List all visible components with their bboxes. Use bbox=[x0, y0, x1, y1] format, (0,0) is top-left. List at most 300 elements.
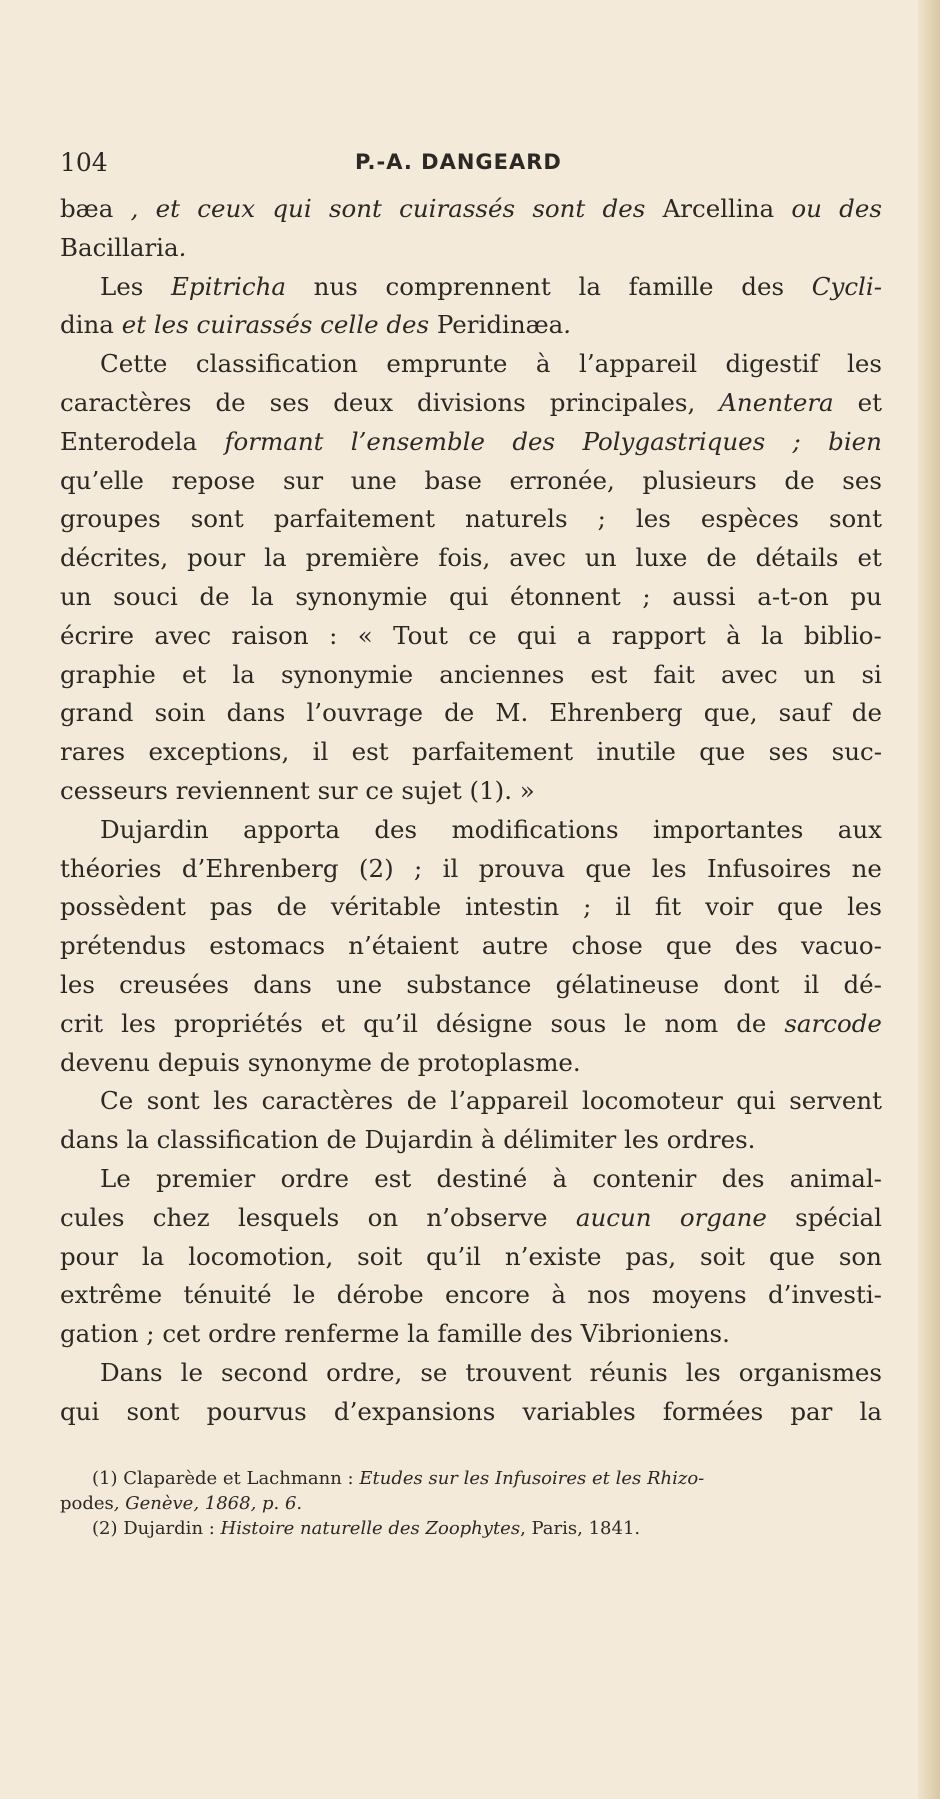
italic-term: l’ensemble bbox=[350, 426, 486, 456]
word: formées bbox=[662, 1396, 764, 1426]
word: l’appareil bbox=[450, 1086, 569, 1116]
word: d’expansions bbox=[333, 1396, 496, 1426]
word: et bbox=[320, 1008, 346, 1038]
word: sont bbox=[146, 1086, 200, 1116]
word: cules bbox=[60, 1202, 125, 1232]
footnote-text: , Paris, 1841. bbox=[520, 1518, 641, 1539]
word: raison bbox=[231, 620, 309, 650]
word: soit bbox=[357, 1241, 403, 1271]
word: intestin bbox=[465, 892, 560, 922]
word: parfaitement bbox=[273, 504, 435, 534]
word: réunis bbox=[589, 1357, 668, 1387]
text-line bbox=[60, 1082, 882, 1121]
word: fait bbox=[653, 659, 695, 689]
word: la bbox=[859, 1396, 882, 1426]
text-segment: gation ; cet ordre renferme la famille des Vibrioniens. bbox=[60, 1319, 730, 1349]
word: propriétés bbox=[173, 1008, 303, 1038]
italic-term: ceux bbox=[197, 194, 256, 223]
word: possèdent bbox=[60, 892, 186, 922]
text-line bbox=[60, 1199, 882, 1238]
word: avec bbox=[721, 659, 778, 689]
word: n’observe bbox=[426, 1202, 548, 1232]
word: n’existe bbox=[504, 1241, 602, 1271]
line-text bbox=[60, 1044, 581, 1083]
word: luxe bbox=[635, 543, 688, 573]
line-text bbox=[60, 229, 186, 268]
word: Infusoires bbox=[707, 853, 832, 883]
word: et bbox=[181, 659, 207, 689]
word: la bbox=[232, 659, 255, 689]
word: désigne bbox=[435, 1008, 533, 1038]
word: locomotion, bbox=[188, 1241, 334, 1271]
footnote-line bbox=[60, 1491, 882, 1516]
word: qui bbox=[60, 1396, 100, 1426]
italic-term: des bbox=[839, 194, 882, 223]
word: nos bbox=[587, 1280, 631, 1310]
word: ne bbox=[851, 853, 882, 883]
word: Le bbox=[100, 1163, 131, 1193]
word: modifications bbox=[451, 814, 619, 844]
word: « bbox=[357, 620, 373, 650]
word: d’Ehrenberg bbox=[181, 853, 339, 883]
word: si bbox=[861, 659, 882, 689]
word: les bbox=[60, 969, 95, 999]
word: spécial bbox=[795, 1202, 882, 1232]
word: digestif bbox=[725, 349, 819, 379]
word: de bbox=[199, 581, 230, 611]
word: importantes bbox=[652, 814, 804, 844]
word: groupes bbox=[60, 504, 161, 534]
word: dé- bbox=[843, 969, 882, 999]
word: plusieurs bbox=[642, 465, 757, 495]
word: la bbox=[578, 271, 601, 301]
text-line bbox=[60, 500, 882, 539]
word: de bbox=[706, 543, 737, 573]
word: la bbox=[264, 543, 287, 573]
word: son bbox=[838, 1241, 882, 1271]
italic-term: bien bbox=[828, 426, 882, 456]
word: dans bbox=[253, 969, 312, 999]
line-text bbox=[60, 772, 535, 811]
word: il bbox=[615, 892, 631, 922]
word: base bbox=[424, 465, 482, 495]
text-line bbox=[60, 1005, 882, 1044]
word: sont bbox=[828, 504, 882, 534]
word: trouvent bbox=[465, 1357, 572, 1387]
word: vacuo- bbox=[800, 931, 882, 961]
word: que bbox=[777, 892, 824, 922]
word: le bbox=[293, 1280, 316, 1310]
text-line bbox=[60, 694, 882, 733]
italic-term: , bbox=[130, 194, 139, 223]
word: caractères bbox=[261, 1086, 394, 1116]
italic-term: et bbox=[155, 194, 181, 223]
line-text bbox=[60, 306, 571, 345]
word: est bbox=[351, 737, 389, 767]
word: a-t-on bbox=[757, 581, 829, 611]
word: dont bbox=[723, 969, 780, 999]
text-segment: dans la classification de Dujardin à délimiter les ordres. bbox=[60, 1125, 756, 1155]
text-line bbox=[60, 268, 882, 307]
text-line bbox=[60, 1315, 882, 1354]
text-line bbox=[60, 966, 882, 1005]
word: de bbox=[406, 1086, 437, 1116]
text-line bbox=[60, 850, 882, 889]
word: un bbox=[60, 581, 92, 611]
word: les bbox=[847, 349, 882, 379]
text-line bbox=[60, 190, 882, 229]
word: gélatineuse bbox=[555, 969, 700, 999]
word: l’ouvrage bbox=[306, 698, 423, 728]
word: divisions bbox=[417, 387, 526, 417]
text-segment: cesseurs reviennent sur ce sujet (1). » bbox=[60, 775, 535, 805]
word: la bbox=[251, 581, 274, 611]
running-head: P.-A. DANGEARD bbox=[355, 150, 562, 174]
text-line bbox=[60, 617, 882, 656]
text-segment: devenu depuis synonyme de protoplasme. bbox=[60, 1047, 581, 1077]
word: lesquels bbox=[237, 1202, 340, 1232]
word: qui bbox=[449, 581, 489, 611]
text-line bbox=[60, 1354, 882, 1393]
word: un bbox=[803, 659, 836, 689]
word: autre bbox=[481, 931, 549, 961]
word: grand bbox=[60, 698, 134, 728]
italic-term: sont bbox=[532, 194, 586, 223]
word: de bbox=[444, 698, 475, 728]
word: pas, bbox=[625, 1241, 677, 1271]
word: voir bbox=[705, 892, 754, 922]
word: fit bbox=[654, 892, 682, 922]
word: première bbox=[305, 543, 420, 573]
word: substance bbox=[406, 969, 532, 999]
word: décrites, bbox=[60, 543, 169, 573]
body-text bbox=[60, 190, 882, 1432]
italic-term: et les cuirassés celle des bbox=[113, 310, 437, 340]
text-line bbox=[60, 1160, 882, 1199]
footnote-title: , Genève, 1868, p. 6. bbox=[113, 1493, 303, 1514]
word: animal- bbox=[789, 1163, 882, 1193]
word: second bbox=[221, 1357, 309, 1387]
word: à bbox=[726, 620, 741, 650]
word: ténuité bbox=[183, 1280, 272, 1310]
text-line bbox=[60, 1276, 882, 1315]
italic-term: des bbox=[512, 426, 556, 456]
text-segment: dina bbox=[60, 310, 114, 340]
word: des bbox=[374, 814, 418, 844]
word: qu’elle bbox=[60, 465, 144, 495]
word: les bbox=[213, 1086, 249, 1116]
italic-term: . bbox=[563, 310, 572, 340]
word: de bbox=[215, 387, 246, 417]
word: parfaitement bbox=[411, 737, 574, 767]
word: creusées bbox=[119, 969, 229, 999]
italic-term: . bbox=[178, 232, 187, 262]
word: extrême bbox=[60, 1280, 163, 1310]
word: les bbox=[847, 892, 882, 922]
word: d’investi- bbox=[768, 1280, 882, 1310]
word: destiné bbox=[436, 1163, 528, 1193]
text-line bbox=[60, 384, 882, 423]
text-line bbox=[60, 772, 882, 811]
word: qui bbox=[736, 1086, 776, 1116]
text-line bbox=[60, 462, 882, 501]
italic-term: qui bbox=[272, 194, 312, 223]
word: rapport bbox=[611, 620, 706, 650]
italic-term: aucun bbox=[575, 1202, 652, 1232]
page-edge bbox=[918, 0, 940, 1799]
word: n’étaient bbox=[348, 931, 459, 961]
italic-term: cuirassés bbox=[399, 194, 516, 223]
footnote-title: Etudes sur les Infusoires et les Rhizo- bbox=[359, 1468, 705, 1489]
word: contenir bbox=[592, 1163, 697, 1193]
word: soin bbox=[154, 698, 206, 728]
word: avec bbox=[154, 620, 212, 650]
word: pu bbox=[850, 581, 882, 611]
word: souci bbox=[113, 581, 178, 611]
word: Enterodela bbox=[60, 426, 198, 456]
italic-term: des bbox=[602, 194, 646, 223]
word: aussi bbox=[672, 581, 736, 611]
text-line bbox=[60, 539, 882, 578]
word: il bbox=[803, 969, 820, 999]
italic-term: ; bbox=[792, 426, 801, 456]
word: dans bbox=[226, 698, 286, 728]
word: des bbox=[721, 1163, 765, 1193]
footnotes bbox=[60, 1466, 882, 1541]
word: repose bbox=[171, 465, 256, 495]
word: Dans bbox=[100, 1357, 163, 1387]
word: une bbox=[350, 465, 397, 495]
word: M. bbox=[495, 698, 529, 728]
word: Ce bbox=[100, 1086, 134, 1116]
italic-term: sont bbox=[328, 194, 382, 223]
word: de bbox=[276, 892, 307, 922]
word: deux bbox=[333, 387, 394, 417]
footnote-text: podes bbox=[60, 1493, 114, 1514]
word: avec bbox=[509, 543, 566, 573]
text-line bbox=[60, 578, 882, 617]
word: les bbox=[121, 1008, 157, 1038]
word: théories bbox=[60, 853, 162, 883]
word: ; bbox=[597, 504, 606, 534]
text-segment: Peridinæa bbox=[436, 310, 564, 340]
word: bæa bbox=[60, 194, 114, 223]
word: Arcellina bbox=[662, 194, 775, 223]
word: prétendus bbox=[60, 931, 187, 961]
word: inutile bbox=[596, 737, 676, 767]
word: soit bbox=[700, 1241, 746, 1271]
word: véritable bbox=[330, 892, 442, 922]
word: à bbox=[551, 1280, 566, 1310]
word: apporta bbox=[243, 814, 340, 844]
italic-term: Polygastriques bbox=[582, 426, 766, 456]
word: Ehrenberg bbox=[549, 698, 683, 728]
word: crit bbox=[60, 1008, 104, 1038]
word: de bbox=[851, 698, 882, 728]
text-line bbox=[60, 733, 882, 772]
word: premier bbox=[156, 1163, 256, 1193]
word: il bbox=[312, 737, 329, 767]
word: exceptions, bbox=[148, 737, 290, 767]
italic-term: sarcode bbox=[784, 1008, 882, 1038]
italic-term: formant bbox=[224, 426, 324, 456]
word: que, bbox=[703, 698, 758, 728]
page-number: 104 bbox=[60, 148, 108, 177]
word: graphie bbox=[60, 659, 156, 689]
word: variables bbox=[522, 1396, 636, 1426]
word: les bbox=[651, 853, 687, 883]
word: principales, bbox=[549, 387, 696, 417]
word: ; bbox=[414, 853, 423, 883]
italic-term: ou bbox=[791, 194, 822, 223]
word: la bbox=[761, 620, 784, 650]
word: aux bbox=[837, 814, 882, 844]
footnote-line bbox=[60, 1516, 882, 1541]
word: caractères bbox=[60, 387, 192, 417]
word: pas bbox=[209, 892, 253, 922]
line-text bbox=[60, 1121, 755, 1160]
text-line bbox=[60, 229, 882, 268]
text-line bbox=[60, 927, 882, 966]
word: a bbox=[576, 620, 592, 650]
word: sous bbox=[550, 1008, 607, 1038]
page-header bbox=[60, 148, 880, 188]
footnote-title: Histoire naturelle des Zoophytes bbox=[220, 1518, 521, 1539]
word: sur bbox=[282, 465, 324, 495]
word: pour bbox=[60, 1241, 118, 1271]
text-line bbox=[60, 1121, 882, 1160]
word: nom bbox=[664, 1008, 719, 1038]
word: suc- bbox=[831, 737, 882, 767]
word: Les bbox=[100, 271, 144, 301]
word: Cette bbox=[100, 349, 168, 379]
word: anciennes bbox=[439, 659, 565, 689]
text-line bbox=[60, 345, 882, 384]
word: l’appareil bbox=[578, 349, 698, 379]
word: organismes bbox=[738, 1357, 882, 1387]
word: de bbox=[784, 465, 815, 495]
word: synonymie bbox=[295, 581, 428, 611]
word: ce bbox=[468, 620, 497, 650]
word: de bbox=[736, 1008, 767, 1038]
word: est bbox=[590, 659, 628, 689]
word: sont bbox=[126, 1396, 180, 1426]
word: espèces bbox=[700, 504, 799, 534]
text-line bbox=[60, 656, 882, 695]
word: la bbox=[141, 1241, 165, 1271]
word: un bbox=[584, 543, 617, 573]
word: que bbox=[665, 931, 712, 961]
word: que bbox=[699, 737, 746, 767]
text-line bbox=[60, 1393, 882, 1432]
word: par bbox=[790, 1396, 833, 1426]
word: : bbox=[329, 620, 338, 650]
word: famille bbox=[628, 271, 714, 301]
word: ses bbox=[842, 465, 882, 495]
word: biblio- bbox=[803, 620, 882, 650]
text-line bbox=[60, 1044, 882, 1083]
word: comprennent bbox=[385, 271, 551, 301]
word: et bbox=[857, 543, 882, 573]
word: dérobe bbox=[336, 1280, 424, 1310]
word: ; bbox=[642, 581, 651, 611]
word: synonymie bbox=[281, 659, 414, 689]
word: Dujardin bbox=[100, 814, 209, 844]
word: rares bbox=[60, 737, 126, 767]
word: ; bbox=[583, 892, 592, 922]
word: servent bbox=[789, 1086, 882, 1116]
word: chez bbox=[152, 1202, 210, 1232]
text-line bbox=[60, 306, 882, 345]
word: emprunte bbox=[386, 349, 508, 379]
word: à bbox=[552, 1163, 568, 1193]
word: ses bbox=[269, 387, 310, 417]
word: sont bbox=[190, 504, 244, 534]
word: qui bbox=[516, 620, 557, 650]
word: classification bbox=[195, 349, 358, 379]
word: une bbox=[336, 969, 383, 999]
word: il bbox=[442, 853, 459, 883]
word: qu’il bbox=[363, 1008, 418, 1038]
word: étonnent bbox=[509, 581, 621, 611]
word: pourvus bbox=[206, 1396, 307, 1426]
word: (2) bbox=[358, 853, 394, 883]
italic-term: Anentera bbox=[719, 387, 834, 417]
word: encore bbox=[445, 1280, 530, 1310]
text-line bbox=[60, 888, 882, 927]
word: des bbox=[741, 271, 785, 301]
text-segment: Bacillaria bbox=[60, 232, 179, 262]
word: à bbox=[535, 349, 551, 379]
word: et bbox=[857, 387, 882, 417]
word: des bbox=[735, 931, 778, 961]
text-line bbox=[60, 1238, 882, 1277]
word: est bbox=[374, 1163, 412, 1193]
word: prouva bbox=[478, 853, 566, 883]
word: écrire bbox=[60, 620, 134, 650]
word: le bbox=[180, 1357, 203, 1387]
word: les bbox=[685, 1357, 721, 1387]
word: les bbox=[635, 504, 671, 534]
text-line bbox=[60, 811, 882, 850]
word: pour bbox=[187, 543, 246, 573]
word: erronée, bbox=[509, 465, 615, 495]
word: moyens bbox=[651, 1280, 747, 1310]
text-line bbox=[60, 423, 882, 462]
italic-term: Cycli- bbox=[811, 271, 882, 301]
word: ses bbox=[768, 737, 809, 767]
word: chose bbox=[571, 931, 643, 961]
word: Tout bbox=[393, 620, 448, 650]
word: estomacs bbox=[209, 931, 326, 961]
word: naturels bbox=[464, 504, 568, 534]
footnote-text: (2) Dujardin : bbox=[92, 1518, 221, 1539]
word: se bbox=[420, 1357, 448, 1387]
word: que bbox=[585, 853, 632, 883]
word: le bbox=[624, 1008, 647, 1038]
word: on bbox=[367, 1202, 399, 1232]
footnote-line bbox=[60, 1466, 882, 1491]
word: détails bbox=[755, 543, 839, 573]
word: locomoteur bbox=[582, 1086, 723, 1116]
italic-term: organe bbox=[679, 1202, 767, 1232]
word: qu’il bbox=[426, 1241, 481, 1271]
word: sauf bbox=[778, 698, 831, 728]
word: fois, bbox=[438, 543, 491, 573]
word: que bbox=[768, 1241, 815, 1271]
footnote-text: (1) Claparède et Lachmann : bbox=[92, 1468, 360, 1489]
line-text bbox=[60, 1315, 730, 1354]
